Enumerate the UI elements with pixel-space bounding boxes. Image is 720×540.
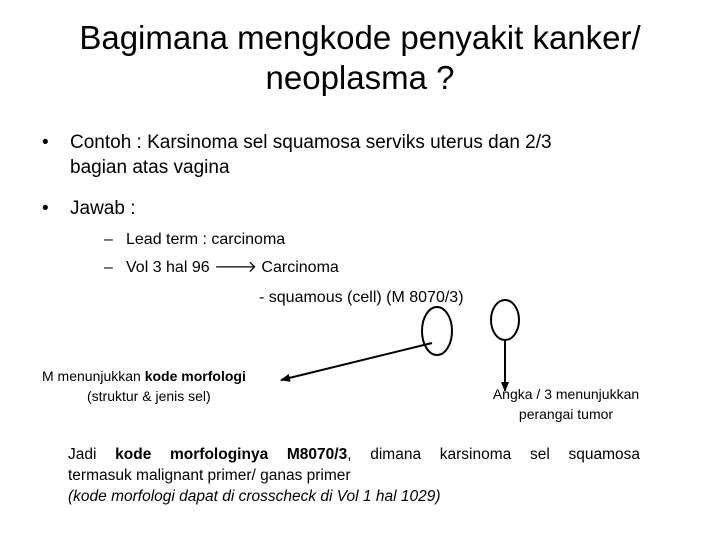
sub-dash: – bbox=[104, 259, 113, 276]
morphology-label-bold: kode morfologi bbox=[144, 368, 246, 384]
morphology-circle bbox=[422, 307, 452, 355]
morphology-label-prefix: M menunjukkan bbox=[42, 368, 145, 384]
behavior-label-line-1: Angka / 3 menunjukkan bbox=[492, 386, 640, 402]
bullet-dot: • bbox=[42, 198, 49, 219]
conclusion-bold: kode morfologinya M8070/3 bbox=[115, 446, 348, 463]
conclusion-pre: Jadi bbox=[68, 446, 116, 463]
conclusion-post: , dimana karsinoma sel squamosa bbox=[347, 446, 640, 463]
right-arrow-icon: 🡒 bbox=[214, 259, 257, 276]
bullet-answer-text: Jawab : bbox=[70, 198, 136, 219]
bullet-dot: • bbox=[42, 132, 49, 153]
behavior-label bbox=[466, 384, 666, 424]
behavior-label-line-2: perangai tumor bbox=[518, 406, 614, 422]
sub-item-lead-term-text: Lead term : carcinoma bbox=[126, 231, 286, 248]
sub-item-volume-prefix: Vol 3 hal 96 bbox=[126, 259, 215, 276]
conclusion-line-2: termasuk malignant primer/ ganas primer bbox=[68, 467, 351, 484]
conclusion-paragraph bbox=[68, 444, 640, 507]
sub-dash: – bbox=[104, 231, 113, 248]
title-line-2: neoplasma ? bbox=[265, 59, 455, 96]
morphology-arrow bbox=[281, 343, 432, 380]
behavior-circle bbox=[491, 300, 519, 340]
squamous-code-line: - squamous (cell) (M 8070/3) bbox=[259, 289, 464, 306]
conclusion-line-1 bbox=[68, 444, 640, 465]
sub-item-volume-suffix: Carcinoma bbox=[256, 259, 339, 276]
title-line-1: Bagimana mengkode penyakit kanker/ bbox=[79, 19, 641, 56]
bullet-example-line-1: Contoh : Karsinoma sel squamosa serviks uterus dan 2/3 bbox=[70, 132, 552, 153]
morphology-label-line-2: (struktur & jenis sel) bbox=[87, 388, 211, 404]
conclusion-line-3: (kode morfologi dapat di crosscheck di Vol 1 hal 1029) bbox=[68, 488, 441, 505]
morphology-label bbox=[42, 366, 292, 406]
bullet-example-line-2: bagian atas vagina bbox=[70, 157, 230, 178]
